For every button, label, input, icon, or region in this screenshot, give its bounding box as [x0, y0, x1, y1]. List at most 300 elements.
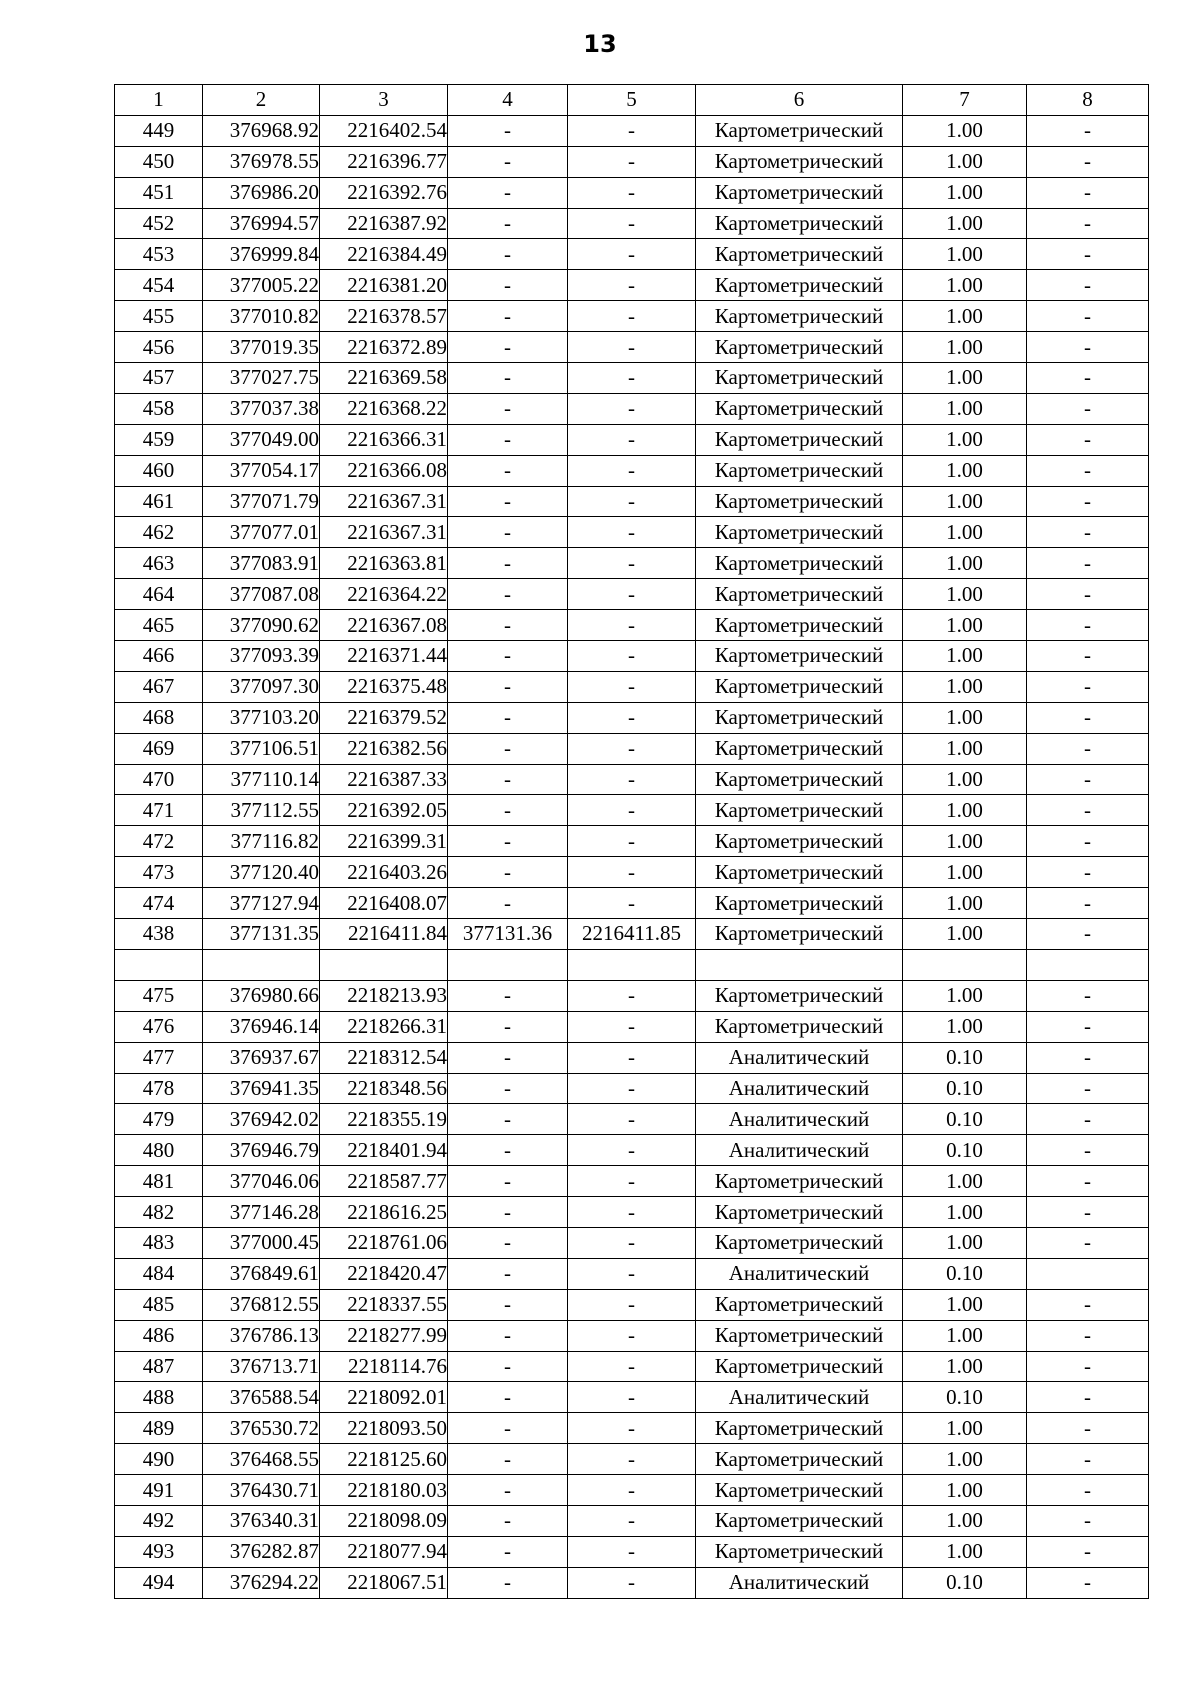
cell-point-number: 460	[115, 455, 203, 486]
cell-y-coordinate: 2218067.51	[320, 1567, 448, 1598]
cell-description: -	[1027, 1197, 1149, 1228]
table-row	[115, 1258, 1149, 1289]
cell-y-coordinate-new: -	[568, 301, 696, 332]
cell-description: -	[1027, 579, 1149, 610]
cell-method: Картометрический	[696, 1536, 903, 1567]
cell-x-coordinate: 376849.61	[203, 1258, 320, 1289]
cell-description: -	[1027, 702, 1149, 733]
cell-y-coordinate: 2216378.57	[320, 301, 448, 332]
cell-y-coordinate-new: -	[568, 1320, 696, 1351]
table-row	[115, 1351, 1149, 1382]
table-row	[115, 393, 1149, 424]
cell-x-coordinate-new: -	[448, 888, 568, 919]
cell-x-coordinate-new: -	[448, 146, 568, 177]
cell-x-coordinate-new: -	[448, 610, 568, 641]
cell-y-coordinate: 2218125.60	[320, 1444, 448, 1475]
cell-x-coordinate-new: -	[448, 1320, 568, 1351]
cell-x-coordinate: 377103.20	[203, 702, 320, 733]
cell-y-coordinate: 2216408.07	[320, 888, 448, 919]
cell-x-coordinate: 377071.79	[203, 486, 320, 517]
table-row	[115, 1135, 1149, 1166]
cell-x-coordinate-new: -	[448, 1197, 568, 1228]
table-header-row	[115, 85, 1149, 116]
cell-x-coordinate: 377010.82	[203, 301, 320, 332]
cell-method: Картометрический	[696, 671, 903, 702]
cell-description: -	[1027, 1135, 1149, 1166]
cell-y-coordinate: 2216381.20	[320, 270, 448, 301]
cell-method: Картометрический	[696, 1320, 903, 1351]
table-row	[115, 1227, 1149, 1258]
cell-precision: 1.00	[903, 208, 1027, 239]
cell-precision: 1.00	[903, 455, 1027, 486]
cell-x-coordinate-new: -	[448, 1536, 568, 1567]
cell-x-coordinate: 377097.30	[203, 671, 320, 702]
table-row	[115, 1073, 1149, 1104]
cell-point-number: 466	[115, 641, 203, 672]
cell-point-number: 493	[115, 1536, 203, 1567]
cell-x-coordinate-new: -	[448, 332, 568, 363]
cell-description: -	[1027, 301, 1149, 332]
cell-x-coordinate-new: -	[448, 1567, 568, 1598]
table-row	[115, 146, 1149, 177]
cell-description: -	[1027, 1536, 1149, 1567]
cell-precision: 1.00	[903, 1413, 1027, 1444]
cell-description: -	[1027, 363, 1149, 394]
cell-point-number: 492	[115, 1505, 203, 1536]
table-row	[115, 949, 1149, 980]
cell-x-coordinate-new: -	[448, 208, 568, 239]
cell-method: Картометрический	[696, 1166, 903, 1197]
cell-method: Картометрический	[696, 363, 903, 394]
cell-point-number: 480	[115, 1135, 203, 1166]
cell-x-coordinate-new: -	[448, 393, 568, 424]
cell-y-coordinate: 2218337.55	[320, 1289, 448, 1320]
cell-y-coordinate-new: -	[568, 1073, 696, 1104]
cell-y-coordinate-new: -	[568, 980, 696, 1011]
cell-x-coordinate: 377131.35	[203, 919, 320, 950]
cell-x-coordinate-new: -	[448, 857, 568, 888]
cell-description: -	[1027, 857, 1149, 888]
cell-x-coordinate: 377093.39	[203, 641, 320, 672]
cell-x-coordinate: 377019.35	[203, 332, 320, 363]
cell-method: Картометрический	[696, 1289, 903, 1320]
cell-method: Картометрический	[696, 146, 903, 177]
cell-y-coordinate-new: -	[568, 1135, 696, 1166]
cell-method: Картометрический	[696, 610, 903, 641]
cell-point-number: 452	[115, 208, 203, 239]
cell-method: Картометрический	[696, 641, 903, 672]
cell-x-coordinate-new: -	[448, 115, 568, 146]
cell-method: Картометрический	[696, 826, 903, 857]
cell-x-coordinate: 376786.13	[203, 1320, 320, 1351]
cell-method: Картометрический	[696, 1227, 903, 1258]
column-header-7: 7	[903, 85, 1027, 116]
cell-x-coordinate: 376530.72	[203, 1413, 320, 1444]
cell-y-coordinate-new: -	[568, 239, 696, 270]
cell-precision: 1.00	[903, 517, 1027, 548]
cell-description: -	[1027, 115, 1149, 146]
cell-precision: 0.10	[903, 1258, 1027, 1289]
cell-point-number: 463	[115, 548, 203, 579]
cell-method: Картометрический	[696, 548, 903, 579]
table-row	[115, 1505, 1149, 1536]
cell-x-coordinate: 376340.31	[203, 1505, 320, 1536]
cell-x-coordinate: 377106.51	[203, 733, 320, 764]
cell-x-coordinate-new: -	[448, 671, 568, 702]
cell-point-number: 465	[115, 610, 203, 641]
cell-y-coordinate: 2216392.76	[320, 177, 448, 208]
cell-method: Картометрический	[696, 857, 903, 888]
cell-precision: 1.00	[903, 1536, 1027, 1567]
cell-x-coordinate: 376942.02	[203, 1104, 320, 1135]
cell-method: Картометрический	[696, 1505, 903, 1536]
table-row	[115, 1413, 1149, 1444]
cell-x-coordinate: 377116.82	[203, 826, 320, 857]
cell-y-coordinate: 2216402.54	[320, 115, 448, 146]
cell-y-coordinate-new: -	[568, 146, 696, 177]
table-row	[115, 332, 1149, 363]
cell-method: Картометрический	[696, 888, 903, 919]
table-row	[115, 1011, 1149, 1042]
cell-y-coordinate: 2216367.31	[320, 486, 448, 517]
table-body	[115, 115, 1149, 1598]
cell-method: Картометрический	[696, 1197, 903, 1228]
cell-description: -	[1027, 641, 1149, 672]
cell-method: Картометрический	[696, 702, 903, 733]
cell-x-coordinate-new: -	[448, 1166, 568, 1197]
cell-method: Аналитический	[696, 1382, 903, 1413]
table-row	[115, 1475, 1149, 1506]
cell-x-coordinate: 376968.92	[203, 115, 320, 146]
cell-description: -	[1027, 455, 1149, 486]
cell-y-coordinate-new: -	[568, 548, 696, 579]
cell-precision: 1.00	[903, 733, 1027, 764]
cell-x-coordinate-new: -	[448, 980, 568, 1011]
cell-description	[1027, 1258, 1149, 1289]
cell-y-coordinate-new: -	[568, 1011, 696, 1042]
cell-description: -	[1027, 270, 1149, 301]
cell-x-coordinate: 377005.22	[203, 270, 320, 301]
cell-x-coordinate: 377027.75	[203, 363, 320, 394]
table-row	[115, 270, 1149, 301]
cell-y-coordinate-new: -	[568, 517, 696, 548]
cell-y-coordinate-new: -	[568, 1351, 696, 1382]
cell-precision: 1.00	[903, 1011, 1027, 1042]
cell-precision: 1.00	[903, 424, 1027, 455]
column-header-8: 8	[1027, 85, 1149, 116]
table-row	[115, 1166, 1149, 1197]
cell-x-coordinate-new: -	[448, 764, 568, 795]
cell-method: Аналитический	[696, 1567, 903, 1598]
cell-y-coordinate-new: -	[568, 857, 696, 888]
cell-y-coordinate: 2216372.89	[320, 332, 448, 363]
table-row	[115, 826, 1149, 857]
cell-x-coordinate-new: -	[448, 301, 568, 332]
cell-precision: 1.00	[903, 270, 1027, 301]
cell-point-number: 468	[115, 702, 203, 733]
cell-x-coordinate-new: -	[448, 455, 568, 486]
cell-method: Аналитический	[696, 1258, 903, 1289]
table-row	[115, 177, 1149, 208]
cell-y-coordinate: 2218355.19	[320, 1104, 448, 1135]
cell-x-coordinate-new: -	[448, 826, 568, 857]
cell-x-coordinate-new: -	[448, 1505, 568, 1536]
cell-point-number: 491	[115, 1475, 203, 1506]
table-row	[115, 1197, 1149, 1228]
cell-y-coordinate-new: -	[568, 1444, 696, 1475]
cell-x-coordinate: 376588.54	[203, 1382, 320, 1413]
cell-precision: 1.00	[903, 1475, 1027, 1506]
cell-y-coordinate: 2218420.47	[320, 1258, 448, 1289]
table-row	[115, 1320, 1149, 1351]
cell-description: -	[1027, 1382, 1149, 1413]
cell-description: -	[1027, 1320, 1149, 1351]
cell-method: Картометрический	[696, 115, 903, 146]
cell-method: Картометрический	[696, 332, 903, 363]
cell-precision: 1.00	[903, 177, 1027, 208]
cell-y-coordinate-new: -	[568, 1104, 696, 1135]
cell-precision: 1.00	[903, 1227, 1027, 1258]
cell-x-coordinate: 376980.66	[203, 980, 320, 1011]
cell-point-number: 459	[115, 424, 203, 455]
cell-x-coordinate-new: -	[448, 733, 568, 764]
cell-x-coordinate-new: -	[448, 1227, 568, 1258]
column-header-5: 5	[568, 85, 696, 116]
cell-point-number: 473	[115, 857, 203, 888]
column-header-4: 4	[448, 85, 568, 116]
cell-description: -	[1027, 177, 1149, 208]
cell-x-coordinate: 377127.94	[203, 888, 320, 919]
cell-x-coordinate: 377054.17	[203, 455, 320, 486]
cell-point-number: 477	[115, 1042, 203, 1073]
cell-y-coordinate-new: -	[568, 641, 696, 672]
cell-y-coordinate: 2218312.54	[320, 1042, 448, 1073]
table-row	[115, 702, 1149, 733]
cell-x-coordinate-new: -	[448, 579, 568, 610]
cell-x-coordinate: 377083.91	[203, 548, 320, 579]
table-row	[115, 1382, 1149, 1413]
cell-method: Картометрический	[696, 486, 903, 517]
table-row	[115, 208, 1149, 239]
cell-precision: 1.00	[903, 548, 1027, 579]
cell-point-number	[115, 949, 203, 980]
cell-description: -	[1027, 1351, 1149, 1382]
cell-y-coordinate-new: -	[568, 1042, 696, 1073]
cell-x-coordinate: 376946.14	[203, 1011, 320, 1042]
cell-precision: 1.00	[903, 1289, 1027, 1320]
cell-precision: 1.00	[903, 610, 1027, 641]
cell-x-coordinate: 377112.55	[203, 795, 320, 826]
cell-point-number: 475	[115, 980, 203, 1011]
cell-point-number: 487	[115, 1351, 203, 1382]
cell-method: Аналитический	[696, 1104, 903, 1135]
table-row	[115, 579, 1149, 610]
cell-x-coordinate-new: -	[448, 1444, 568, 1475]
table-row	[115, 795, 1149, 826]
cell-y-coordinate-new: -	[568, 826, 696, 857]
cell-x-coordinate-new: -	[448, 641, 568, 672]
cell-precision: 1.00	[903, 1320, 1027, 1351]
cell-y-coordinate: 2216366.08	[320, 455, 448, 486]
cell-y-coordinate: 2218348.56	[320, 1073, 448, 1104]
cell-description: -	[1027, 671, 1149, 702]
cell-point-number: 481	[115, 1166, 203, 1197]
cell-y-coordinate: 2218092.01	[320, 1382, 448, 1413]
cell-y-coordinate: 2216392.05	[320, 795, 448, 826]
cell-method: Картометрический	[696, 980, 903, 1011]
cell-precision: 0.10	[903, 1042, 1027, 1073]
cell-point-number: 458	[115, 393, 203, 424]
table-row	[115, 888, 1149, 919]
column-header-3: 3	[320, 85, 448, 116]
table-row	[115, 610, 1149, 641]
cell-point-number: 485	[115, 1289, 203, 1320]
cell-precision: 1.00	[903, 980, 1027, 1011]
cell-y-coordinate: 2218277.99	[320, 1320, 448, 1351]
cell-y-coordinate-new: -	[568, 1197, 696, 1228]
cell-y-coordinate-new	[568, 949, 696, 980]
cell-x-coordinate: 376941.35	[203, 1073, 320, 1104]
cell-point-number: 489	[115, 1413, 203, 1444]
cell-precision: 0.10	[903, 1382, 1027, 1413]
cell-x-coordinate-new: -	[448, 486, 568, 517]
cell-y-coordinate-new: -	[568, 733, 696, 764]
cell-precision: 1.00	[903, 332, 1027, 363]
cell-method: Картометрический	[696, 517, 903, 548]
cell-x-coordinate-new	[448, 949, 568, 980]
cell-y-coordinate: 2218266.31	[320, 1011, 448, 1042]
cell-method: Картометрический	[696, 270, 903, 301]
cell-y-coordinate: 2218093.50	[320, 1413, 448, 1444]
cell-x-coordinate: 377090.62	[203, 610, 320, 641]
cell-y-coordinate: 2216387.92	[320, 208, 448, 239]
table-row	[115, 115, 1149, 146]
cell-description: -	[1027, 1042, 1149, 1073]
cell-point-number: 474	[115, 888, 203, 919]
table-row	[115, 671, 1149, 702]
cell-y-coordinate-new: -	[568, 363, 696, 394]
cell-precision: 1.00	[903, 857, 1027, 888]
cell-method: Аналитический	[696, 1042, 903, 1073]
cell-precision: 1.00	[903, 146, 1027, 177]
cell-y-coordinate: 2216384.49	[320, 239, 448, 270]
cell-y-coordinate-new: -	[568, 115, 696, 146]
cell-x-coordinate: 376937.67	[203, 1042, 320, 1073]
cell-precision: 1.00	[903, 579, 1027, 610]
cell-description: -	[1027, 1505, 1149, 1536]
cell-description: -	[1027, 393, 1149, 424]
cell-method: Аналитический	[696, 1073, 903, 1104]
cell-point-number: 482	[115, 1197, 203, 1228]
table-row	[115, 455, 1149, 486]
cell-y-coordinate: 2216375.48	[320, 671, 448, 702]
cell-precision: 1.00	[903, 301, 1027, 332]
cell-method: Картометрический	[696, 208, 903, 239]
cell-method: Картометрический	[696, 1011, 903, 1042]
cell-y-coordinate-new: -	[568, 1413, 696, 1444]
cell-y-coordinate-new: -	[568, 424, 696, 455]
cell-description: -	[1027, 1444, 1149, 1475]
cell-point-number: 490	[115, 1444, 203, 1475]
cell-description: -	[1027, 980, 1149, 1011]
table-row	[115, 733, 1149, 764]
cell-x-coordinate-new: -	[448, 517, 568, 548]
cell-y-coordinate: 2216396.77	[320, 146, 448, 177]
cell-description	[1027, 949, 1149, 980]
cell-method: Картометрический	[696, 919, 903, 950]
cell-x-coordinate-new: -	[448, 1042, 568, 1073]
cell-method: Картометрический	[696, 393, 903, 424]
cell-x-coordinate: 376946.79	[203, 1135, 320, 1166]
cell-point-number: 488	[115, 1382, 203, 1413]
cell-x-coordinate-new: -	[448, 1258, 568, 1289]
cell-x-coordinate-new: -	[448, 1104, 568, 1135]
cell-description: -	[1027, 826, 1149, 857]
cell-y-coordinate: 2216367.08	[320, 610, 448, 641]
cell-description: -	[1027, 548, 1149, 579]
cell-point-number: 438	[115, 919, 203, 950]
cell-method: Картометрический	[696, 455, 903, 486]
cell-description: -	[1027, 146, 1149, 177]
cell-description: -	[1027, 1011, 1149, 1042]
cell-point-number: 469	[115, 733, 203, 764]
cell-y-coordinate: 2218587.77	[320, 1166, 448, 1197]
table-row	[115, 641, 1149, 672]
cell-y-coordinate: 2216369.58	[320, 363, 448, 394]
cell-precision: 1.00	[903, 1166, 1027, 1197]
cell-precision: 1.00	[903, 795, 1027, 826]
cell-y-coordinate-new: -	[568, 270, 696, 301]
cell-method	[696, 949, 903, 980]
cell-point-number: 486	[115, 1320, 203, 1351]
cell-x-coordinate-new: -	[448, 177, 568, 208]
cell-x-coordinate: 377077.01	[203, 517, 320, 548]
cell-precision: 1.00	[903, 702, 1027, 733]
cell-y-coordinate-new: -	[568, 610, 696, 641]
cell-y-coordinate: 2218114.76	[320, 1351, 448, 1382]
cell-x-coordinate: 376986.20	[203, 177, 320, 208]
cell-point-number: 453	[115, 239, 203, 270]
cell-precision: 1.00	[903, 239, 1027, 270]
cell-x-coordinate: 376468.55	[203, 1444, 320, 1475]
cell-y-coordinate-new: -	[568, 888, 696, 919]
cell-y-coordinate-new: -	[568, 1536, 696, 1567]
cell-x-coordinate-new: -	[448, 1475, 568, 1506]
table-row	[115, 548, 1149, 579]
cell-point-number: 478	[115, 1073, 203, 1104]
cell-y-coordinate: 2216367.31	[320, 517, 448, 548]
cell-precision: 1.00	[903, 1351, 1027, 1382]
cell-x-coordinate-new: -	[448, 363, 568, 394]
table-row	[115, 301, 1149, 332]
cell-y-coordinate: 2218213.93	[320, 980, 448, 1011]
cell-y-coordinate: 2218098.09	[320, 1505, 448, 1536]
cell-y-coordinate: 2216368.22	[320, 393, 448, 424]
cell-y-coordinate-new: -	[568, 486, 696, 517]
cell-precision: 1.00	[903, 764, 1027, 795]
cell-point-number: 479	[115, 1104, 203, 1135]
cell-y-coordinate-new: -	[568, 177, 696, 208]
cell-precision: 1.00	[903, 826, 1027, 857]
cell-method: Картометрический	[696, 239, 903, 270]
cell-precision	[903, 949, 1027, 980]
cell-x-coordinate: 377046.06	[203, 1166, 320, 1197]
cell-precision: 1.00	[903, 641, 1027, 672]
cell-point-number: 457	[115, 363, 203, 394]
cell-y-coordinate-new: -	[568, 1505, 696, 1536]
cell-description: -	[1027, 1166, 1149, 1197]
cell-y-coordinate-new: -	[568, 1475, 696, 1506]
